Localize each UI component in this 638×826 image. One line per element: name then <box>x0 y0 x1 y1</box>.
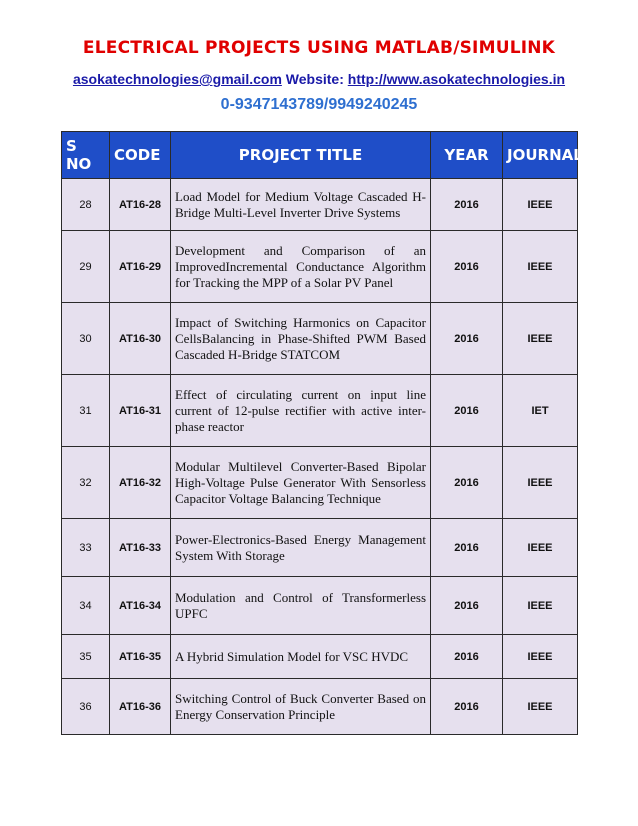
cell-journal: IEEE <box>503 519 578 577</box>
cell-journal: IEEE <box>503 679 578 735</box>
cell-sno: 32 <box>62 447 110 519</box>
table-row <box>62 635 578 679</box>
cell-journal: IEEE <box>503 231 578 303</box>
cell-title: A Hybrid Simulation Model for VSC HVDC <box>171 635 431 679</box>
table-row <box>62 679 578 735</box>
cell-sno: 29 <box>62 231 110 303</box>
cell-code: AT16-35 <box>110 635 171 679</box>
projects-table <box>61 131 583 735</box>
table-row <box>62 375 578 447</box>
cell-year: 2016 <box>431 635 503 679</box>
cell-title: Load Model for Medium Voltage Cascaded H-Bridge Multi-Level Inverter Drive Systems <box>171 179 431 231</box>
cell-code: AT16-28 <box>110 179 171 231</box>
cell-year: 2016 <box>431 303 503 375</box>
cell-journal: IEEE <box>503 577 578 635</box>
cell-title: Development and Comparison of an ImprovedIncremental Conductance Algorithm for Tracking the MPP of a Solar PV Panel <box>171 231 431 303</box>
cell-year: 2016 <box>431 179 503 231</box>
cell-sno: 33 <box>62 519 110 577</box>
cell-title: Modular Multilevel Converter-Based Bipolar High-Voltage Pulse Generator With Sensorless Capacitor Voltage Balancing Technique <box>171 447 431 519</box>
cell-year: 2016 <box>431 375 503 447</box>
table-row <box>62 303 578 375</box>
website-label: Website: <box>285 71 344 87</box>
column-header-code: CODE <box>110 132 171 179</box>
cell-title: Impact of Switching Harmonics on Capacitor CellsBalancing in Phase-Shifted PWM Based Cascaded H-Bridge STATCOM <box>171 303 431 375</box>
cell-journal: IEEE <box>503 303 578 375</box>
email-link[interactable]: asokatechnologies@gmail.com <box>72 71 282 87</box>
table-row <box>62 519 578 577</box>
cell-code: AT16-30 <box>110 303 171 375</box>
cell-journal: IET <box>503 375 578 447</box>
column-header-year: YEAR <box>431 132 503 179</box>
cell-title: Power-Electronics-Based Energy Management System With Storage <box>171 519 431 577</box>
cell-title: Effect of circulating current on input line current of 12-pulse rectifier with active inter-phase reactor <box>171 375 431 447</box>
cell-sno: 34 <box>62 577 110 635</box>
cell-year: 2016 <box>431 231 503 303</box>
table-row <box>62 231 578 303</box>
cell-sno: 36 <box>62 679 110 735</box>
table-row <box>62 577 578 635</box>
table-row <box>62 447 578 519</box>
table-row <box>62 179 578 231</box>
cell-code: AT16-36 <box>110 679 171 735</box>
cell-code: AT16-31 <box>110 375 171 447</box>
cell-code: AT16-33 <box>110 519 171 577</box>
cell-sno: 31 <box>62 375 110 447</box>
column-header-journal: JOURNAL <box>503 132 578 179</box>
cell-code: AT16-32 <box>110 447 171 519</box>
cell-sno: 28 <box>62 179 110 231</box>
cell-year: 2016 <box>431 447 503 519</box>
cell-year: 2016 <box>431 577 503 635</box>
contact-line <box>0 71 638 87</box>
website-link[interactable]: http://www.asokatechnologies.in <box>347 71 566 87</box>
cell-journal: IEEE <box>503 179 578 231</box>
page-title: ELECTRICAL PROJECTS USING MATLAB/SIMULINK <box>82 38 556 58</box>
cell-year: 2016 <box>431 679 503 735</box>
phone-number: 0-9347143789/9949240245 <box>220 96 418 113</box>
cell-sno: 30 <box>62 303 110 375</box>
cell-title: Switching Control of Buck Converter Based on Energy Conservation Principle <box>171 679 431 735</box>
table-header-row <box>62 132 578 179</box>
column-header-sno: S NO <box>62 132 110 179</box>
cell-journal: IEEE <box>503 447 578 519</box>
cell-code: AT16-29 <box>110 231 171 303</box>
cell-code: AT16-34 <box>110 577 171 635</box>
cell-year: 2016 <box>431 519 503 577</box>
cell-sno: 35 <box>62 635 110 679</box>
column-header-title: PROJECT TITLE <box>171 132 431 179</box>
cell-journal: IEEE <box>503 635 578 679</box>
cell-title: Modulation and Control of Transformerless UPFC <box>171 577 431 635</box>
